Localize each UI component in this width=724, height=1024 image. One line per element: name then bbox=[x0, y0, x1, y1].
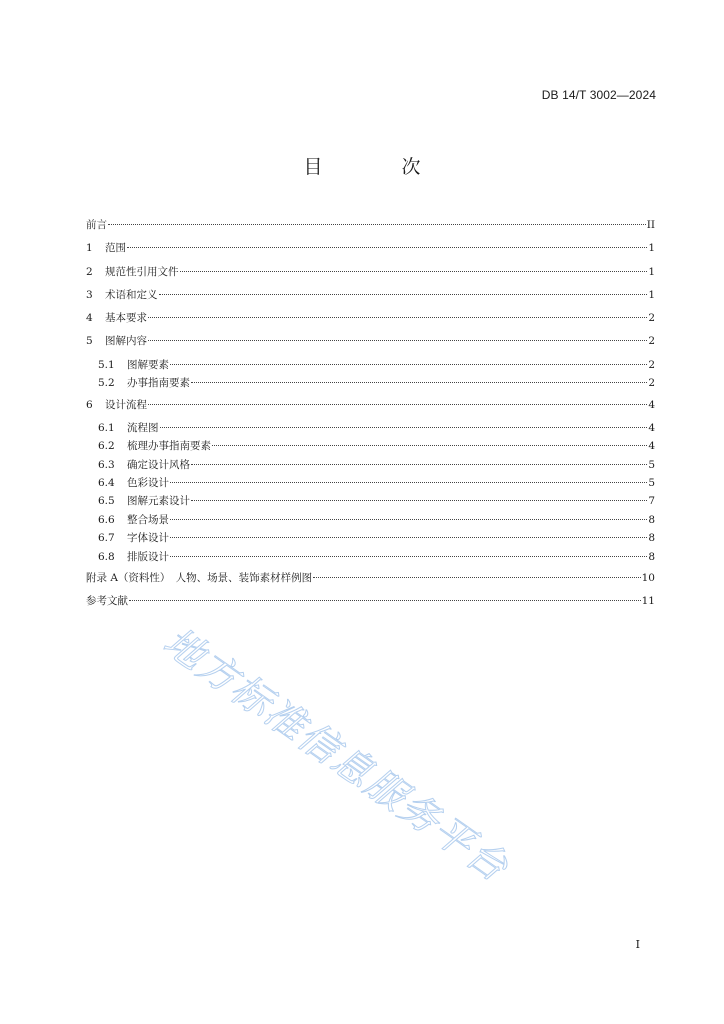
toc-leader-dots bbox=[191, 382, 647, 383]
toc-entry-label: 规范性引用文件 bbox=[105, 265, 179, 278]
toc-leader-dots bbox=[170, 537, 647, 538]
page-number: I bbox=[635, 938, 640, 951]
toc-entry[interactable] bbox=[86, 422, 655, 440]
toc-leader-dots bbox=[170, 556, 647, 557]
toc-entry-page: 10 bbox=[641, 571, 655, 584]
toc-entry-label: 设计流程 bbox=[105, 398, 147, 411]
toc-entry-number: 6.1 bbox=[98, 421, 115, 434]
toc-leader-dots bbox=[170, 482, 647, 483]
toc-entry[interactable] bbox=[86, 335, 655, 358]
toc-entry-number: 6.8 bbox=[98, 550, 115, 563]
toc-entry[interactable] bbox=[86, 459, 655, 477]
toc-entry-label: 整合场景 bbox=[127, 513, 169, 526]
toc-entry-number: 6.7 bbox=[98, 532, 115, 545]
toc-leader-dots bbox=[313, 577, 640, 578]
toc-leader-dots bbox=[191, 500, 647, 501]
toc-leader-dots bbox=[180, 271, 648, 272]
toc-entry-number: 4 bbox=[86, 312, 93, 325]
toc-leader-dots bbox=[159, 294, 648, 295]
toc-entry[interactable] bbox=[86, 312, 655, 335]
toc-entry[interactable] bbox=[86, 289, 655, 312]
toc-entry[interactable] bbox=[86, 359, 655, 377]
toc-entry-label: 排版设计 bbox=[127, 550, 169, 563]
toc-entry-page: 1 bbox=[648, 242, 655, 255]
toc-entry-page: 2 bbox=[648, 312, 655, 325]
toc-entry-label: 办事指南要素 bbox=[127, 377, 190, 390]
toc-title: 目 次 bbox=[303, 156, 451, 178]
toc-leader-dots bbox=[127, 247, 647, 248]
toc-leader-dots bbox=[212, 445, 647, 446]
toc-entry[interactable] bbox=[86, 595, 655, 618]
toc-entry-page: 8 bbox=[648, 532, 655, 545]
toc-entry[interactable] bbox=[86, 551, 655, 569]
toc-entry-label: 图解内容 bbox=[105, 335, 147, 348]
toc-entry-number: 6.3 bbox=[98, 458, 115, 471]
toc-entry-page: 2 bbox=[648, 358, 655, 371]
toc-entry-label: 梳理办事指南要素 bbox=[127, 440, 211, 453]
toc-leader-dots bbox=[148, 317, 647, 318]
toc-entry-page: 4 bbox=[648, 398, 655, 411]
toc-leader-dots bbox=[170, 364, 647, 365]
toc-entry-label: 色彩设计 bbox=[127, 477, 169, 490]
toc-entry-page: 2 bbox=[648, 335, 655, 348]
toc-leader-dots bbox=[170, 519, 647, 520]
toc-entry-number: 6.5 bbox=[98, 495, 115, 508]
toc-entry-page: 8 bbox=[648, 513, 655, 526]
toc-entry-page: 7 bbox=[648, 495, 655, 508]
toc-entry-label: 术语和定义 bbox=[105, 288, 158, 301]
toc-leader-dots bbox=[129, 600, 641, 601]
toc-entry-label: 确定设计风格 bbox=[127, 458, 190, 471]
toc-entry[interactable] bbox=[86, 532, 655, 550]
toc-entry-page: 1 bbox=[648, 265, 655, 278]
toc-entry-number: 6.4 bbox=[98, 477, 115, 490]
toc-entry-page: 5 bbox=[648, 477, 655, 490]
toc-entry-number: 6.2 bbox=[98, 440, 115, 453]
toc-entry[interactable] bbox=[86, 440, 655, 458]
toc-leader-dots bbox=[160, 427, 648, 428]
toc-entry-number: 6.6 bbox=[98, 513, 115, 526]
toc-entry-page: 8 bbox=[648, 550, 655, 563]
toc-entry[interactable] bbox=[86, 266, 655, 289]
toc-entry-page: II bbox=[646, 219, 655, 231]
toc-entry-number: 2 bbox=[86, 265, 93, 278]
toc-entry[interactable] bbox=[86, 219, 655, 242]
toc-entry[interactable] bbox=[86, 514, 655, 532]
toc-entry[interactable] bbox=[86, 495, 655, 513]
toc-leader-dots bbox=[191, 464, 647, 465]
toc-entry-label: 图解要素 bbox=[127, 358, 169, 371]
toc-entry-label: 参考文献 bbox=[86, 595, 128, 608]
toc-entry-label: 基本要求 bbox=[105, 312, 147, 325]
toc-entry[interactable] bbox=[86, 572, 655, 595]
toc-entry-label: 范围 bbox=[105, 242, 126, 255]
toc-entry-label: 字体设计 bbox=[127, 532, 169, 545]
toc-leader-dots bbox=[108, 224, 646, 225]
toc-entry-number: 6 bbox=[86, 398, 93, 411]
toc-entry[interactable] bbox=[86, 477, 655, 495]
toc-entry-number: 5 bbox=[86, 335, 93, 348]
toc-leader-dots bbox=[148, 340, 647, 341]
table-of-contents bbox=[86, 219, 655, 619]
toc-entry-page: 1 bbox=[648, 288, 655, 301]
document-code: DB 14/T 3002—2024 bbox=[541, 88, 656, 102]
toc-entry-page: 5 bbox=[648, 458, 655, 471]
toc-entry-page: 4 bbox=[648, 440, 655, 453]
toc-leader-dots bbox=[148, 404, 647, 405]
toc-entry-page: 4 bbox=[648, 421, 655, 434]
toc-entry-page: 2 bbox=[648, 377, 655, 390]
toc-entry-label: 图解元素设计 bbox=[127, 495, 190, 508]
toc-entry-label: 附录 A（资料性） 人物、场景、装饰素材样例图 bbox=[86, 571, 313, 584]
toc-entry-number: 3 bbox=[86, 288, 93, 301]
toc-entry-number: 1 bbox=[86, 242, 93, 255]
toc-entry-label: 流程图 bbox=[127, 421, 159, 434]
toc-entry-label: 前言 bbox=[86, 219, 107, 231]
toc-entry-number: 5.1 bbox=[98, 358, 115, 371]
toc-entry[interactable] bbox=[86, 242, 655, 265]
toc-entry-page: 11 bbox=[641, 595, 655, 608]
toc-entry-number: 5.2 bbox=[98, 377, 115, 390]
toc-entry[interactable] bbox=[86, 399, 655, 422]
watermark-text: 地方标准信息服务平台 bbox=[155, 619, 517, 892]
toc-entry[interactable] bbox=[86, 377, 655, 395]
